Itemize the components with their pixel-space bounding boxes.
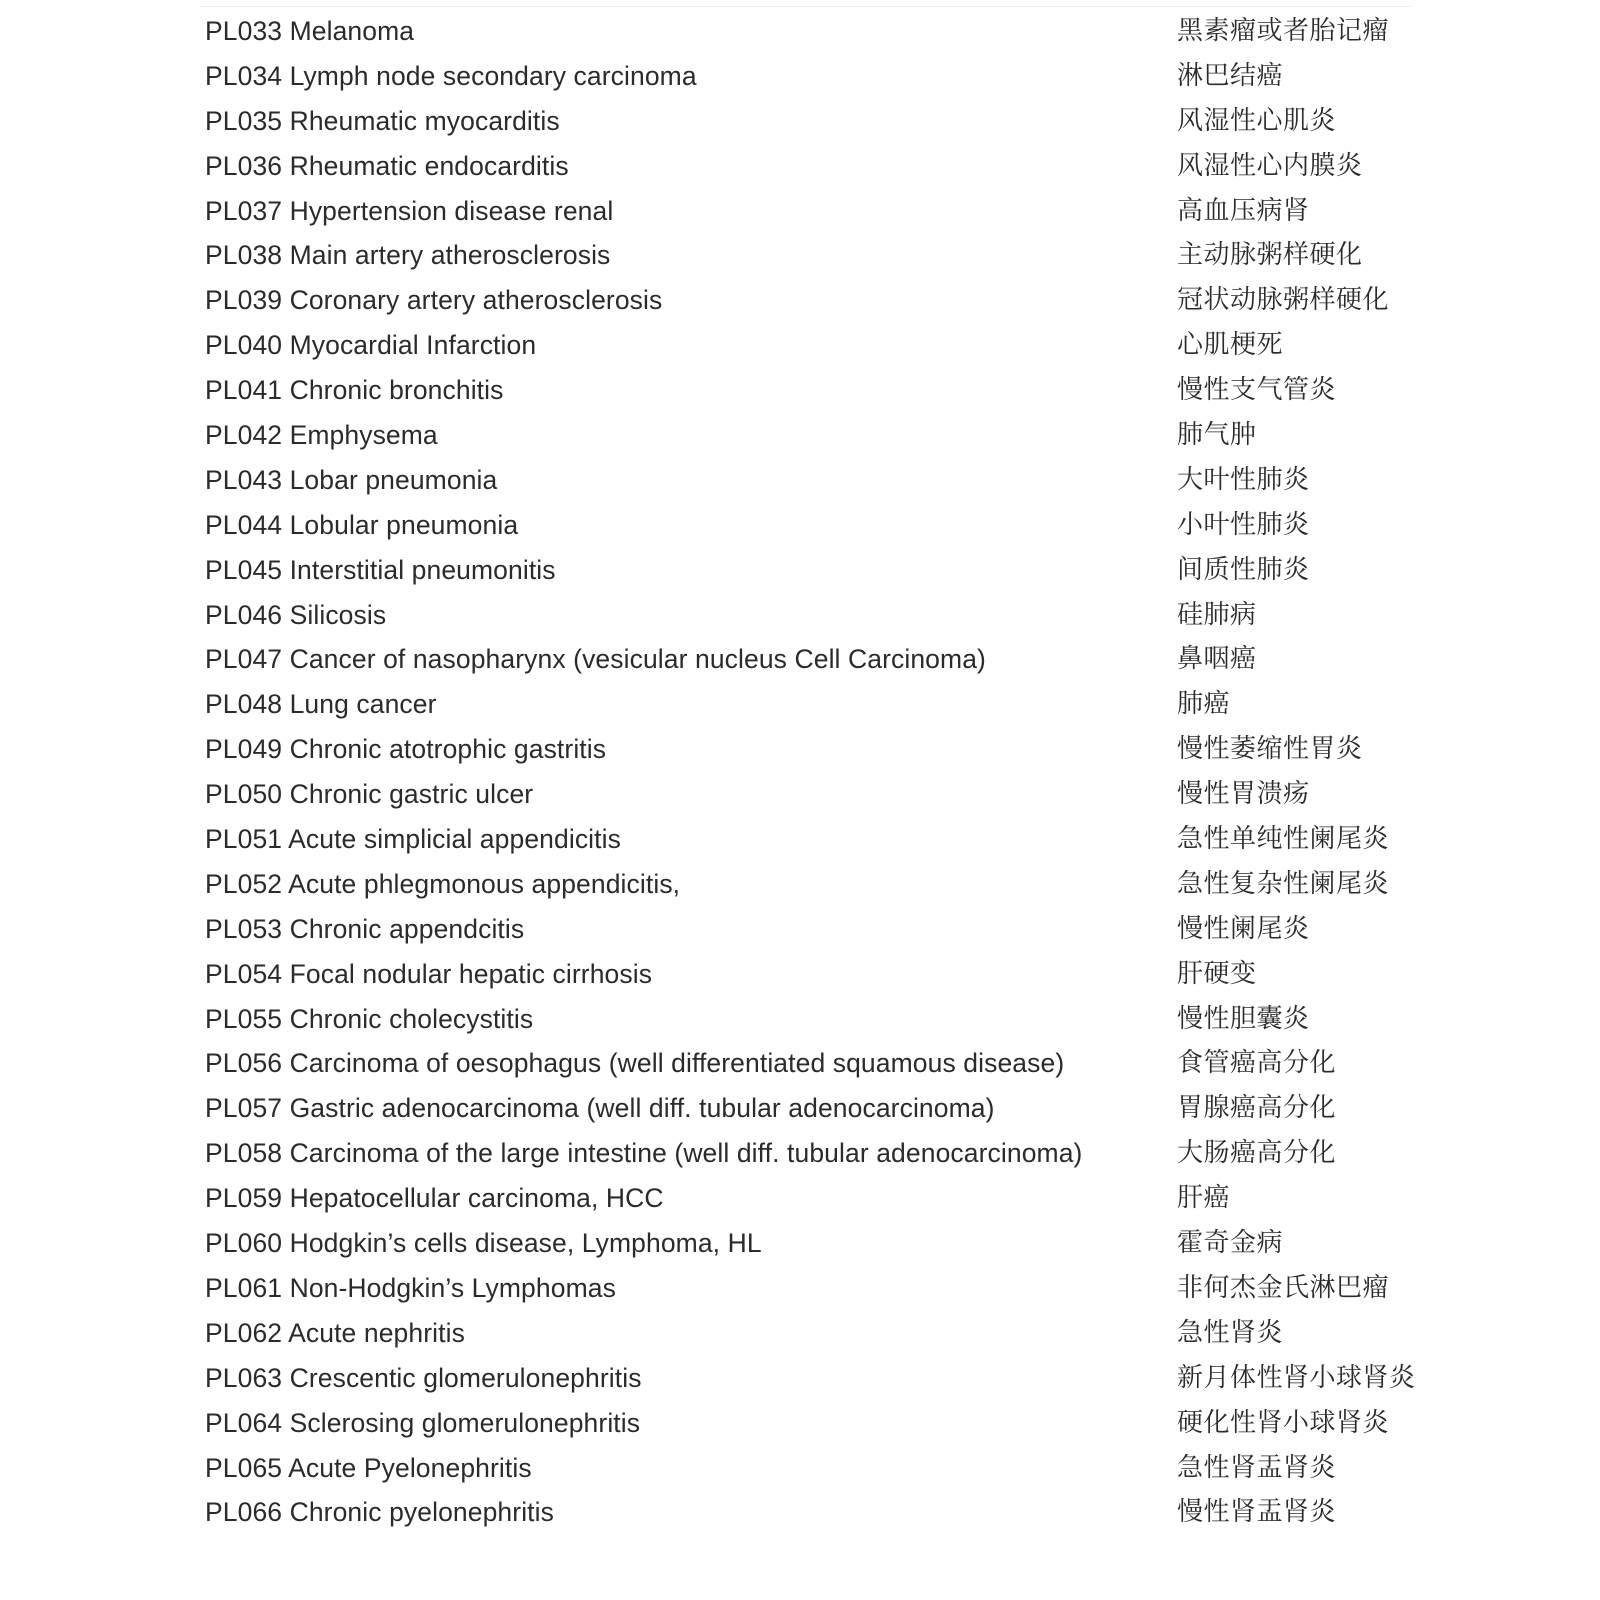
chinese-name: 淋巴结癌 (1177, 60, 1284, 91)
chinese-name: 心肌梗死 (1177, 330, 1284, 361)
chinese-name: 主动脉粥样硬化 (1177, 240, 1363, 271)
english-name: PL041 Chronic bronchitis (205, 375, 504, 406)
english-name: PL049 Chronic atotrophic gastritis (205, 734, 607, 765)
chinese-name: 大叶性肺炎 (1177, 464, 1310, 495)
list-item (205, 58, 1465, 103)
english-name: PL048 Lung cancer (205, 689, 437, 720)
top-divider (200, 6, 1412, 7)
chinese-name: 肺癌 (1177, 689, 1231, 720)
list-item (205, 13, 1465, 58)
english-name: PL053 Chronic appendcitis (205, 913, 525, 944)
chinese-name: 急性复杂性阑尾炎 (1177, 868, 1390, 899)
english-name: PL063 Crescentic glomerulonephritis (205, 1362, 642, 1393)
chinese-name: 慢性支气管炎 (1177, 375, 1337, 406)
chinese-name: 慢性萎缩性胃炎 (1177, 734, 1363, 765)
english-name: PL044 Lobular pneumonia (205, 509, 519, 540)
english-name: PL057 Gastric adenocarcinoma (well diff. tubular adenocarcinoma) (205, 1093, 995, 1124)
list-item (205, 1045, 1465, 1090)
english-name: PL056 Carcinoma of oesophagus (well differentiated squamous disease) (205, 1048, 1065, 1079)
english-name: PL043 Lobar pneumonia (205, 464, 498, 495)
english-name: PL061 Non-Hodgkin’s Lymphomas (205, 1272, 616, 1303)
list-item (205, 1180, 1465, 1225)
list-item (205, 417, 1465, 462)
chinese-name: 非何杰金氏淋巴瘤 (1177, 1272, 1390, 1303)
chinese-name: 慢性胆囊炎 (1177, 1003, 1310, 1034)
chinese-name: 大肠癌高分化 (1177, 1138, 1337, 1169)
english-name: PL040 Myocardial Infarction (205, 330, 537, 361)
list-item (205, 641, 1465, 686)
english-name: PL066 Chronic pyelonephritis (205, 1497, 554, 1528)
list-item (205, 1135, 1465, 1180)
list-item (205, 237, 1465, 282)
chinese-name: 小叶性肺炎 (1177, 509, 1310, 540)
list-item (205, 911, 1465, 956)
english-name: PL052 Acute phlegmonous appendicitis, (205, 868, 681, 899)
list-item (205, 148, 1465, 193)
list-item (205, 1494, 1465, 1539)
list-item (205, 866, 1465, 911)
chinese-name: 高血压病肾 (1177, 195, 1310, 226)
chinese-name: 食管癌高分化 (1177, 1048, 1337, 1079)
chinese-name: 肝癌 (1177, 1183, 1231, 1214)
chinese-name: 硬化性肾小球肾炎 (1177, 1407, 1390, 1438)
list-item (205, 1001, 1465, 1046)
list-item (205, 597, 1465, 642)
chinese-name: 鼻咽癌 (1177, 644, 1257, 675)
chinese-name: 冠状动脉粥样硬化 (1177, 285, 1390, 316)
english-name: PL065 Acute Pyelonephritis (205, 1452, 532, 1483)
chinese-name: 间质性肺炎 (1177, 554, 1310, 585)
english-name: PL060 Hodgkin’s cells disease, Lymphoma, HL (205, 1228, 762, 1259)
english-name: PL042 Emphysema (205, 420, 438, 451)
list-item (205, 1360, 1465, 1405)
english-name: PL054 Focal nodular hepatic cirrhosis (205, 958, 653, 989)
list-item (205, 372, 1465, 417)
english-name: PL059 Hepatocellular carcinoma, HCC (205, 1183, 664, 1214)
chinese-name: 急性肾炎 (1177, 1317, 1284, 1348)
list-item (205, 1225, 1465, 1270)
english-name: PL050 Chronic gastric ulcer (205, 779, 534, 810)
list-item (205, 1270, 1465, 1315)
list-item (205, 1450, 1465, 1495)
chinese-name: 慢性肾盂肾炎 (1177, 1497, 1337, 1528)
english-name: PL045 Interstitial pneumonitis (205, 554, 556, 585)
english-name: PL035 Rheumatic myocarditis (205, 105, 560, 136)
chinese-name: 新月体性肾小球肾炎 (1177, 1362, 1416, 1393)
chinese-name: 胃腺癌高分化 (1177, 1093, 1337, 1124)
english-name: PL055 Chronic cholecystitis (205, 1003, 534, 1034)
english-name: PL036 Rheumatic endocarditis (205, 150, 569, 181)
list-item (205, 956, 1465, 1001)
chinese-name: 霍奇金病 (1177, 1228, 1284, 1259)
list-item (205, 462, 1465, 507)
english-name: PL064 Sclerosing glomerulonephritis (205, 1407, 641, 1438)
list-item (205, 282, 1465, 327)
english-name: PL047 Cancer of nasopharynx (vesicular nucleus Cell Carcinoma) (205, 644, 986, 675)
english-name: PL037 Hypertension disease renal (205, 195, 614, 226)
chinese-name: 肝硬变 (1177, 958, 1257, 989)
chinese-name: 肺气肿 (1177, 420, 1257, 451)
chinese-name: 慢性胃溃疡 (1177, 779, 1310, 810)
list-item (205, 327, 1465, 372)
list-item (205, 731, 1465, 776)
list-item (205, 193, 1465, 238)
chinese-name: 风湿性心内膜炎 (1177, 150, 1363, 181)
list-item (205, 103, 1465, 148)
list-item (205, 552, 1465, 597)
list-item (205, 776, 1465, 821)
list-item (205, 1405, 1465, 1450)
english-name: PL051 Acute simplicial appendicitis (205, 824, 621, 855)
list-item (205, 507, 1465, 552)
specimen-list (205, 13, 1465, 1539)
chinese-name: 急性单纯性阑尾炎 (1177, 824, 1390, 855)
list-item (205, 686, 1465, 731)
chinese-name: 风湿性心肌炎 (1177, 105, 1337, 136)
list-item (205, 821, 1465, 866)
english-name: PL034 Lymph node secondary carcinoma (205, 60, 697, 91)
chinese-name: 黑素瘤或者胎记瘤 (1177, 16, 1390, 46)
english-name: PL039 Coronary artery atherosclerosis (205, 285, 663, 316)
list-item (205, 1090, 1465, 1135)
english-name: PL062 Acute nephritis (205, 1317, 465, 1348)
chinese-name: 急性肾盂肾炎 (1177, 1452, 1337, 1483)
chinese-name: 硅肺病 (1177, 599, 1257, 630)
list-item (205, 1315, 1465, 1360)
chinese-name: 慢性阑尾炎 (1177, 913, 1310, 944)
english-name: PL033 Melanoma (205, 16, 415, 46)
english-name: PL046 Silicosis (205, 599, 387, 630)
english-name: PL038 Main artery atherosclerosis (205, 240, 611, 271)
english-name: PL058 Carcinoma of the large intestine (well diff. tubular adenocarcinoma) (205, 1138, 1083, 1169)
